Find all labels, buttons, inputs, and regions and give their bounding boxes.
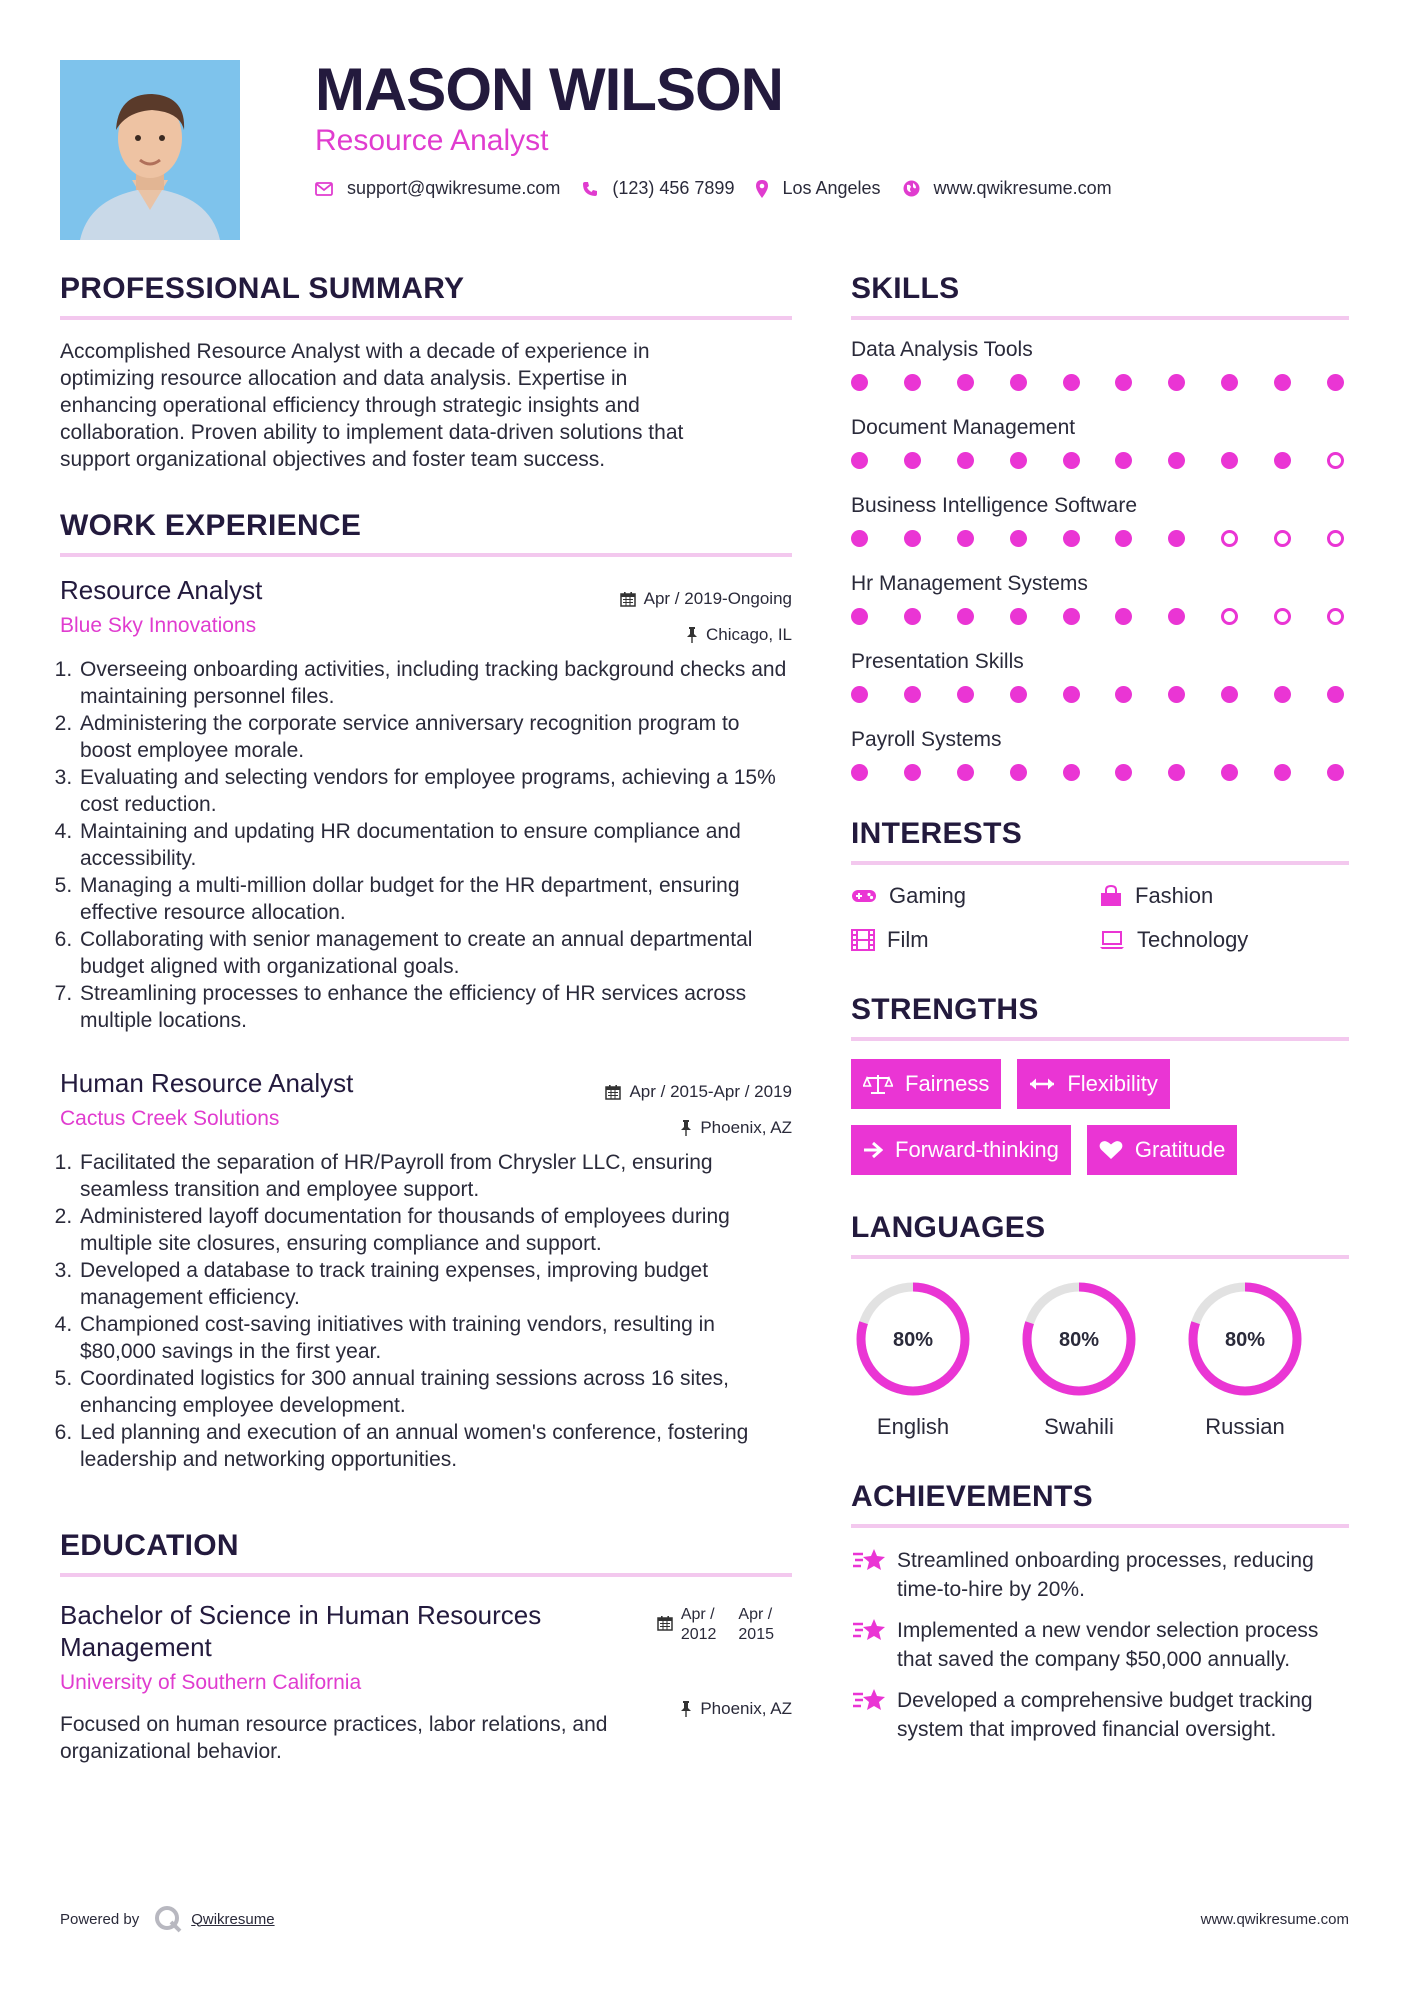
rating-dot-empty [1327,608,1344,625]
rating-dot-filled [1274,686,1291,703]
contact-phone[interactable] [582,178,734,199]
laptop-icon [1099,930,1125,950]
rating-dot-empty [1221,530,1238,547]
language-percent: 80% [892,1329,934,1351]
strengths-heading: STRENGTHS [851,993,1349,1041]
skill-rating [851,764,1344,781]
shooting-star-icon [851,1546,887,1574]
language-ring [1183,1277,1307,1401]
location-text: Los Angeles [782,178,881,198]
contact-website[interactable] [903,178,1112,199]
strength-tag [1087,1125,1238,1175]
pushpin-icon [686,627,698,643]
rating-dot-filled [851,374,868,391]
right-column [851,272,1349,1756]
rating-dot-filled [904,608,921,625]
summary-line: collaboration. Proven ability to implement data-driven solutions that [60,421,684,444]
rating-dot-filled [1221,764,1238,781]
rating-dot-filled [957,530,974,547]
rating-dot-filled [957,764,974,781]
job-bullets [60,656,792,1034]
job-bullet: 6. Collaborating with senior management to create an annual departmental budget aligned with organizational goals. [78,926,792,980]
rating-dot-filled [904,452,921,469]
start-year: 2012 [680,1626,717,1643]
skills-list [851,338,1349,781]
achievement-item [851,1616,1349,1674]
rating-dot-filled [1221,452,1238,469]
skill-name: Hr Management Systems [851,572,1088,595]
end-month: Apr / [738,1606,773,1623]
rating-dot-filled [1115,530,1132,547]
language-item [1183,1277,1307,1440]
rating-dot-filled [957,608,974,625]
language-ring [851,1277,975,1401]
rating-dot-filled [1010,686,1027,703]
language-name: Swahili [1044,1414,1114,1439]
calendar-icon [657,1615,673,1631]
job-entry [60,1068,792,1473]
rating-dot-filled [904,764,921,781]
degree-title: Bachelor of Science in Human Resources Management [60,1600,542,1662]
education-heading: EDUCATION [60,1529,792,1577]
job-title: Resource Analyst [60,575,263,605]
job-location: Chicago, IL [706,625,792,644]
education-location: Phoenix, AZ [700,1699,792,1718]
job-bullet: 3. Evaluating and selecting vendors for employee programs, achieving a 15% cost reduction. [78,764,792,818]
rating-dot-filled [1168,686,1185,703]
job-bullet: 6. Led planning and execution of an annual women's conference, fostering leadership and networking opportunities. [78,1419,792,1473]
rating-dot-filled [851,764,868,781]
achievement-item [851,1546,1349,1604]
language-item [851,1277,975,1440]
strengths-section [851,993,1349,1175]
education-location-row [680,1699,792,1719]
languages-list [851,1277,1349,1440]
rating-dot-filled [1010,452,1027,469]
rating-dot-empty [1274,608,1291,625]
qwikresume-logo-icon [153,1904,183,1934]
rating-dot-filled [1274,452,1291,469]
heart-icon [1099,1140,1123,1160]
interest-item [851,927,1099,953]
job-bullets [60,1149,792,1473]
balance-scale-icon [863,1073,893,1095]
language-percent: 80% [1224,1329,1266,1351]
languages-section [851,1211,1349,1440]
envelope-icon [315,182,333,196]
job-title: Human Resource Analyst [60,1068,354,1098]
skill-rating [851,530,1344,547]
rating-dot-filled [1274,764,1291,781]
achievement-text: Implemented a new vendor selection process that saved the company $50,000 annually. [897,1619,1319,1671]
skill-rating [851,452,1344,469]
job-dates: Apr / 2015-Apr / 2019 [629,1082,792,1101]
arrows-horizontal-icon [1029,1077,1055,1091]
strength-tag [851,1125,1071,1175]
interest-label: Gaming [889,883,967,908]
skills-heading: SKILLS [851,272,1349,320]
language-percent: 80% [1058,1329,1100,1351]
footer-website[interactable]: www.qwikresume.com [1200,1910,1349,1928]
pushpin-icon [680,1120,692,1136]
rating-dot-filled [1221,686,1238,703]
skill-name: Data Analysis Tools [851,338,1033,361]
powered-by-text: Powered by [60,1910,140,1928]
achievement-text: Developed a comprehensive budget tracking system that improved financial oversight. [897,1689,1313,1741]
interest-label: Film [887,927,929,952]
pushpin-icon [680,1701,692,1717]
interest-item [1099,883,1349,909]
summary-line: enhancing operational efficiency through strategic insights and [60,394,640,417]
rating-dot-filled [1063,608,1080,625]
rating-dot-filled [1168,608,1185,625]
shopping-bag-icon [1099,885,1123,907]
summary-heading: PROFESSIONAL SUMMARY [60,272,792,320]
rating-dot-filled [1063,530,1080,547]
education-start [681,1605,717,1645]
rating-dot-filled [1063,686,1080,703]
achievements-heading: ACHIEVEMENTS [851,1480,1349,1528]
achievements-list [851,1546,1349,1744]
education-description: Focused on human resource practices, labor relations, and organizational behavior. [60,1713,608,1763]
rating-dot-filled [904,686,921,703]
interest-item [851,883,1099,909]
rating-dot-filled [1327,764,1344,781]
job-bullet: 1. Facilitated the separation of HR/Payroll from Chrysler LLC, ensuring seamless transition and employee support. [78,1149,792,1203]
languages-heading: LANGUAGES [851,1211,1349,1259]
rating-dot-filled [1115,686,1132,703]
achievements-section [851,1480,1349,1744]
summary-line: support organizational objectives and foster team success. [60,448,606,471]
skill-name: Document Management [851,416,1076,439]
rating-dot-filled [1010,608,1027,625]
rating-dot-filled [1168,764,1185,781]
calendar-icon [620,591,636,607]
rating-dot-filled [1168,530,1185,547]
language-ring [1017,1277,1141,1401]
candidate-name: MASON WILSON [315,56,783,123]
film-icon [851,929,875,951]
rating-dot-filled [851,686,868,703]
job-bullet: 5. Managing a multi-million dollar budget for the HR department, ensuring effective resource allocation. [78,872,792,926]
arrow-right-icon [863,1141,883,1159]
rating-dot-empty [1274,530,1291,547]
job-company: Blue Sky Innovations [60,614,257,637]
language-name: Russian [1205,1414,1285,1439]
job-bullet: 1. Overseeing onboarding activities, including tracking background checks and maintaining personnel files. [78,656,792,710]
gamepad-icon [851,888,877,904]
education-end [738,1605,774,1645]
rating-dot-filled [1115,764,1132,781]
skill-rating [851,608,1344,625]
strength-label: Gratitude [1134,1137,1226,1162]
skill-name: Business Intelligence Software [851,494,1137,517]
interests-heading: INTERESTS [851,817,1349,865]
left-column [60,272,792,1765]
school-name: University of Southern California [60,1671,362,1694]
job-entry [60,575,792,1034]
rating-dot-filled [1168,452,1185,469]
achievement-item [851,1686,1349,1744]
powered-by [60,1904,275,1934]
strength-label: Forward-thinking [895,1137,1059,1162]
summary-text [60,338,792,473]
strength-label: Flexibility [1067,1071,1158,1096]
globe-icon [903,180,920,197]
experience-section [60,509,792,1473]
rating-dot-filled [1115,608,1132,625]
education-section [60,1529,792,1765]
summary-section [60,272,792,473]
experience-heading: WORK EXPERIENCE [60,509,792,557]
rating-dot-filled [904,374,921,391]
job-bullet: 5. Coordinated logistics for 300 annual training sessions across 16 sites, enhancing employee development. [78,1365,792,1419]
job-bullet: 2. Administering the corporate service anniversary recognition program to boost employee morale. [78,710,792,764]
rating-dot-filled [1221,374,1238,391]
rating-dot-filled [851,608,868,625]
job-company: Cactus Creek Solutions [60,1107,280,1130]
strength-label: Fairness [905,1071,990,1096]
job-bullet: 2. Administered layoff documentation for thousands of employees during multiple site closures, ensuring compliance and support. [78,1203,792,1257]
interests-section [851,817,1349,953]
job-dates: Apr / 2019-Ongoing [643,589,792,608]
website-text: www.qwikresume.com [933,178,1112,198]
calendar-icon [605,1084,621,1100]
job-location: Phoenix, AZ [700,1118,792,1137]
achievement-text: Streamlined onboarding processes, reducing time-to-hire by 20%. [897,1549,1314,1601]
interest-label: Technology [1137,927,1249,952]
contact-bar [315,178,1134,199]
start-month: Apr / [680,1606,715,1623]
rating-dot-filled [904,530,921,547]
map-pin-icon [756,180,768,198]
brand-link[interactable]: Qwikresume [191,1910,275,1928]
skills-section [851,272,1349,781]
language-item [1017,1277,1141,1440]
job-bullet: 7. Streamlining processes to enhance the efficiency of HR services across multiple locations. [78,980,792,1034]
rating-dot-filled [1327,686,1344,703]
email-text: support@qwikresume.com [347,178,561,198]
job-meta [620,581,792,653]
shooting-star-icon [851,1616,887,1644]
skill-name: Presentation Skills [851,650,1024,673]
skill-rating [851,686,1344,703]
rating-dot-filled [957,374,974,391]
job-meta [605,1074,792,1146]
strengths-list [851,1059,1349,1175]
interest-item [1099,927,1349,953]
rating-dot-filled [1010,530,1027,547]
profile-photo [60,60,240,240]
interests-list [851,883,1349,953]
rating-dot-filled [1063,764,1080,781]
rating-dot-filled [957,686,974,703]
strength-tag [851,1059,1001,1109]
contact-email[interactable] [315,178,560,199]
job-bullet: 3. Developed a database to track training expenses, improving budget management efficiency. [78,1257,792,1311]
education-entry [60,1595,792,1765]
skill-name: Payroll Systems [851,728,1002,751]
candidate-title: Resource Analyst [315,124,549,157]
interest-label: Fashion [1135,883,1214,908]
rating-dot-filled [1274,374,1291,391]
rating-dot-filled [1115,452,1132,469]
rating-dot-filled [1063,374,1080,391]
rating-dot-empty [1327,452,1344,469]
summary-line: optimizing resource allocation and data analysis. Expertise in [60,367,628,390]
summary-line: Accomplished Resource Analyst with a decade of experience in [60,340,650,363]
rating-dot-filled [851,452,868,469]
rating-dot-empty [1327,530,1344,547]
rating-dot-filled [1115,374,1132,391]
shooting-star-icon [851,1686,887,1714]
contact-location [756,178,880,199]
phone-text: (123) 456 7899 [612,178,735,198]
skill-rating [851,374,1344,391]
rating-dot-filled [1010,764,1027,781]
job-bullet: 4. Championed cost-saving initiatives with training vendors, resulting in $80,000 savings in the first year. [78,1311,792,1365]
end-year: 2015 [738,1626,774,1643]
language-name: English [876,1414,950,1439]
phone-icon [582,181,598,197]
rating-dot-filled [851,530,868,547]
job-bullet: 4. Maintaining and updating HR documentation to ensure compliance and accessibility. [78,818,792,872]
rating-dot-filled [957,452,974,469]
rating-dot-filled [1010,374,1027,391]
rating-dot-empty [1221,608,1238,625]
rating-dot-filled [1063,452,1080,469]
strength-tag [1017,1059,1169,1109]
rating-dot-filled [1327,374,1344,391]
rating-dot-filled [1168,374,1185,391]
footer [60,1904,1349,1934]
education-dates [657,1605,774,1645]
